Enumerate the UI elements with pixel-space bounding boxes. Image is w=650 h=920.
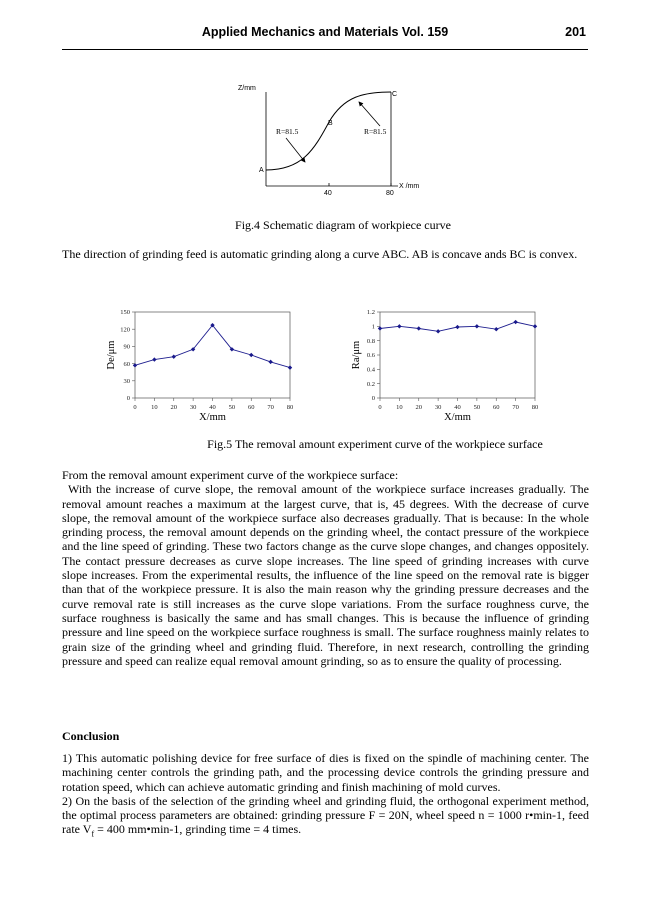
ra-data-point [397,324,401,328]
radius-left-label: R=81.5 [276,127,299,136]
journal-title: Applied Mechanics and Materials Vol. 159 [201,25,449,39]
de-x-tick-label: 20 [170,404,177,411]
conclusion-heading: Conclusion [62,729,120,743]
ra-data-point [533,324,537,328]
de-x-tick-label: 60 [248,404,255,411]
de-x-tick-label: 50 [228,404,236,411]
ra-x-tick-label: 20 [415,404,422,411]
radius-arrow-right [359,102,380,126]
de-series-line [135,325,290,367]
ra-data-point [378,326,382,330]
de-x-tick-label: 80 [286,404,294,411]
point-c-label: C [392,91,398,98]
removal-amount-chart [100,302,310,426]
ra-data-point [494,327,498,331]
radius-arrow-left [286,138,305,162]
ra-y-axis-label: Ra/μm [351,340,362,370]
de-x-tick-label: 10 [151,404,158,411]
de-x-axis-label: X/mm [199,412,226,423]
header-rule [62,49,588,50]
de-y-tick-label: 150 [120,309,130,317]
ra-x-tick-label: 30 [434,404,442,411]
de-y-tick-label: 120 [120,326,130,334]
ra-x-tick-label: 0 [378,404,382,411]
ra-y-tick-label: 0 [371,395,375,403]
ra-data-point [513,320,517,324]
ra-y-tick-label: 0.6 [366,352,375,360]
de-data-point [172,355,176,359]
ra-x-tick-label: 70 [512,404,519,411]
ra-y-tick-label: 0.2 [366,380,375,388]
conclusion-item-1: 1) This automatic polishing device for free surface of dies is fixed on the spindle of machining center. The machining center controls the grinding path, and the processing device controls the grinding pressure and rotation speed, which can achieve automatic grinding and finish machining of mold curves. [62,751,589,794]
point-a-label: A [259,167,264,174]
ra-x-tick-label: 40 [454,404,461,411]
x-axis-label: X /mm [399,183,420,190]
conclusion-item-2-text: 2) On the basis of the selection of the grinding wheel and grinding fluid, the orthogonal experiment method, the optimal process parameters are obtained: grinding pressure F = 20N, wheel speed n = 1000 r•min-1, feed rate V [62,793,589,837]
de-x-tick-label: 70 [267,404,274,411]
de-x-tick-label: 40 [209,404,216,411]
ra-y-tick-label: 1.2 [366,309,375,317]
de-data-point [288,365,292,369]
ra-x-tick-label: 60 [493,404,500,411]
radius-right-label: R=81.5 [364,127,387,136]
ra-x-tick-label: 80 [531,404,539,411]
ra-x-tick-label: 50 [473,404,481,411]
ra-y-tick-label: 0.4 [366,366,375,374]
z-axis-label: Z/mm [238,85,256,92]
conclusion-item-2 [62,794,589,842]
tick-80-label: 80 [386,190,394,197]
page-number: 201 [565,25,586,39]
de-data-point [152,357,156,361]
de-data-point [268,360,272,364]
ra-y-tick-label: 0.8 [366,337,375,345]
de-y-tick-label: 30 [123,378,130,385]
ra-x-axis-label: X/mm [444,412,471,423]
ra-y-tick-label: 1 [371,323,375,331]
ra-data-point [417,326,421,330]
tick-40-label: 40 [324,190,332,197]
de-y-axis-label: De/μm [106,340,117,370]
discussion-body: With the increase of curve slope, the removal amount of the workpiece surface increases gradually. The removal amount reaches a maximum at the largest curve, that is, 45 degrees. With the decrease of curve slope, the removal amount of the workpiece surface also decreases gradually. That is because: In the whole grinding process, the removal amount depends on the grinding wheel, the contact pressure of the workpiece and the line speed of grinding. These two factors change as the curve slope changes, and changes oppositely. The contact pressure decreases as curve slope increases. The line speed of grinding increases with curve slope increases. From the experimental results, the influence of the line speed on the removal rate is bigger than that of the workpiece pressure. It is also the main reason why the grinding pressure decreases and the curve removal rate is still increases as the curve slope variations. From the surface roughness curve, the surface roughness is basically the same and has small changes. This is because the influence of grinding pressure and line speed on the workpiece surface roughness is small. The surface roughness mainly relates to grain size of the grinding wheel and grinding fluid. Therefore, in next research, controlling the grinding pressure and speed can realize equal removal amount grinding, so as to ensure the quality of processing. [62,482,589,668]
intro-paragraph: The direction of grinding feed is automatic grinding along a curve ABC. AB is concave ands BC is convex. [62,247,578,261]
ra-x-tick-label: 10 [396,404,403,411]
roughness-chart [345,302,555,426]
de-y-tick-label: 60 [123,360,130,368]
conclusion-block [62,751,589,842]
fig4-caption: Fig.4 Schematic diagram of workpiece curve [235,218,451,232]
fig4-schematic [232,78,432,200]
de-x-tick-label: 30 [189,404,197,411]
feed-rate-subscript: f [91,829,95,839]
discussion-lead: From the removal amount experiment curve of the workpiece surface: [62,468,399,482]
point-b-label: B [328,120,333,127]
fig5-caption: Fig.5 The removal amount experiment curve of the workpiece surface [207,437,543,451]
de-x-tick-label: 0 [133,404,137,411]
de-y-tick-label: 0 [126,395,130,403]
intro-paragraph-block [62,247,589,261]
ra-data-point [475,324,479,328]
de-data-point [249,353,253,357]
conclusion-item-2-tail: = 400 mm•min-1, grinding time = 4 times. [94,822,302,837]
discussion-block [62,468,589,668]
ra-data-point [455,325,459,329]
running-head [62,25,588,47]
ra-data-point [436,329,440,333]
de-y-tick-label: 90 [123,343,130,351]
